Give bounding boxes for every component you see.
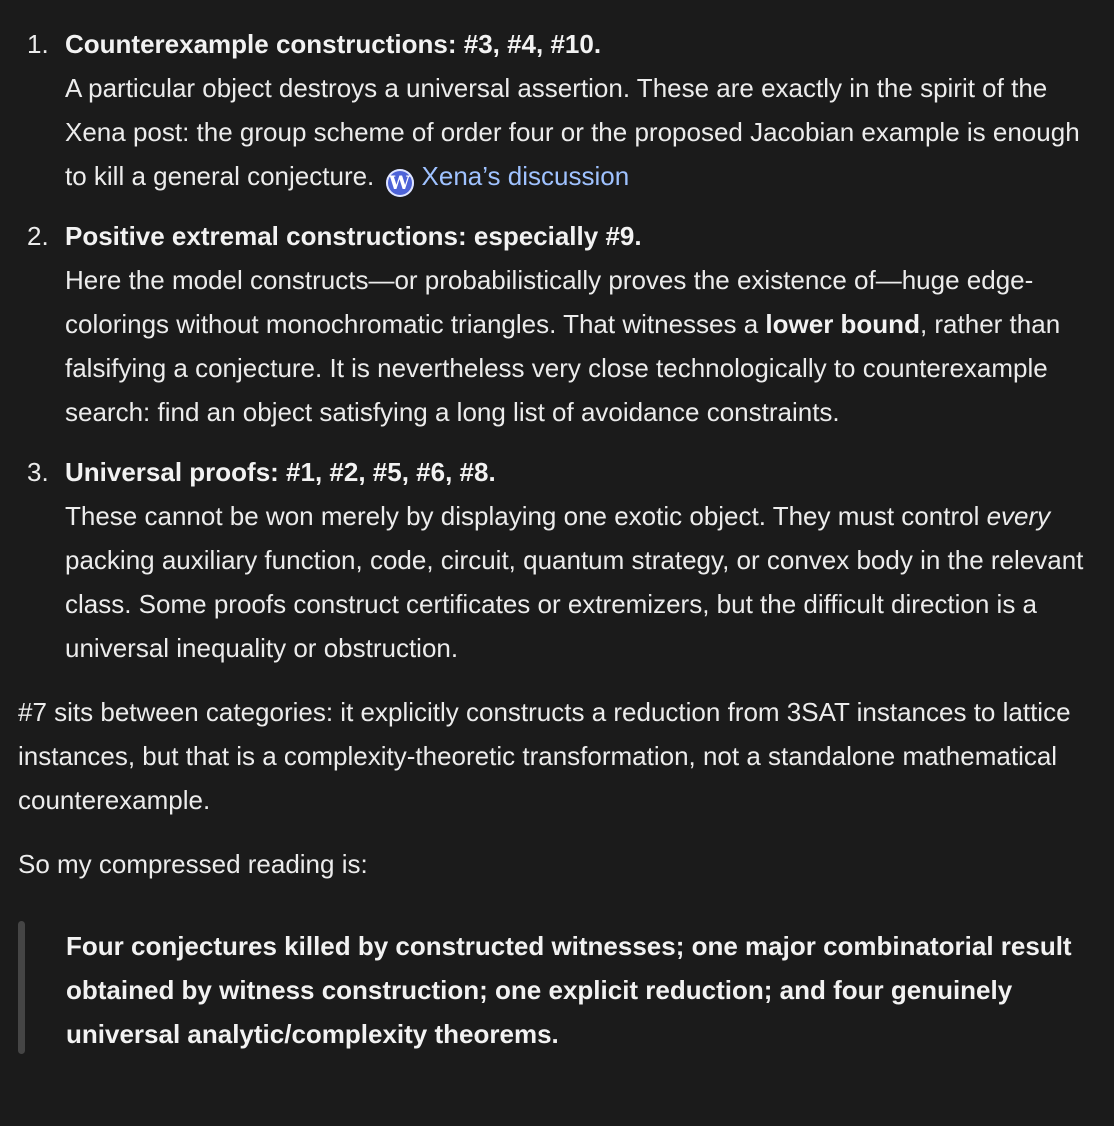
list-item-text: packing auxiliary function, code, circuit, quantum strategy, or convex body in the relevant class. Some proofs construct certificates or extremizers, but the difficult direction is a universal inequality or obstruction. — [65, 545, 1084, 663]
blockquote — [0, 924, 1114, 1056]
list-item-text: , rather than falsifying a conjecture. It is nevertheless very close technologically to counterexample search: find an object satisfying a long list of avoidance constraints. — [65, 309, 1061, 427]
list-number: 1. — [27, 29, 49, 59]
emphasis-lower-bound: lower bound — [765, 309, 920, 339]
list-item-3 — [0, 450, 1114, 670]
list-item-title: Positive extremal constructions: especially #9. — [65, 221, 642, 251]
list-item-2 — [0, 214, 1114, 434]
blockquote-bar — [18, 921, 25, 1054]
list-item-1 — [0, 22, 1114, 198]
list-item-body — [65, 66, 1104, 198]
blockquote-text: Four conjectures killed by constructed witnesses; one major combinatorial result obtained by witness construction; one explicit reduction; and four genuinely universal analytic/complexity theorems. — [66, 931, 1072, 1049]
list-number: 3. — [27, 457, 49, 487]
message-content — [0, 22, 1114, 1056]
paragraph-summary-intro: So my compressed reading is: — [18, 849, 368, 879]
list-item-body — [65, 494, 1104, 670]
wordpress-icon[interactable]: W — [386, 169, 414, 197]
list-item-text: These cannot be won merely by displaying one exotic object. They must control — [65, 501, 987, 531]
list-item-text: Here the model constructs—or probabilistically proves the existence of—huge edge-colorings without monochromatic triangles. That witnesses a — [65, 265, 1034, 339]
list-item-body — [65, 258, 1104, 434]
list-item-text: A particular object destroys a universal assertion. These are exactly in the spirit of the Xena post: the group scheme of order four or the proposed Jacobian example is enough to kill a general conjecture. — [65, 73, 1080, 191]
category-list — [0, 22, 1114, 670]
paragraph-seven: #7 sits between categories: it explicitly constructs a reduction from 3SAT instances to lattice instances, but that is a complexity-theoretic transformation, not a standalone mathematical counterexample. — [18, 697, 1071, 815]
list-item-title: Counterexample constructions: #3, #4, #10. — [65, 29, 602, 59]
list-number: 2. — [27, 221, 49, 251]
list-item-title: Universal proofs: #1, #2, #5, #6, #8. — [65, 457, 496, 487]
emphasis-every: every — [986, 501, 1051, 531]
xena-discussion-link[interactable]: Xena’s discussion — [421, 161, 630, 191]
